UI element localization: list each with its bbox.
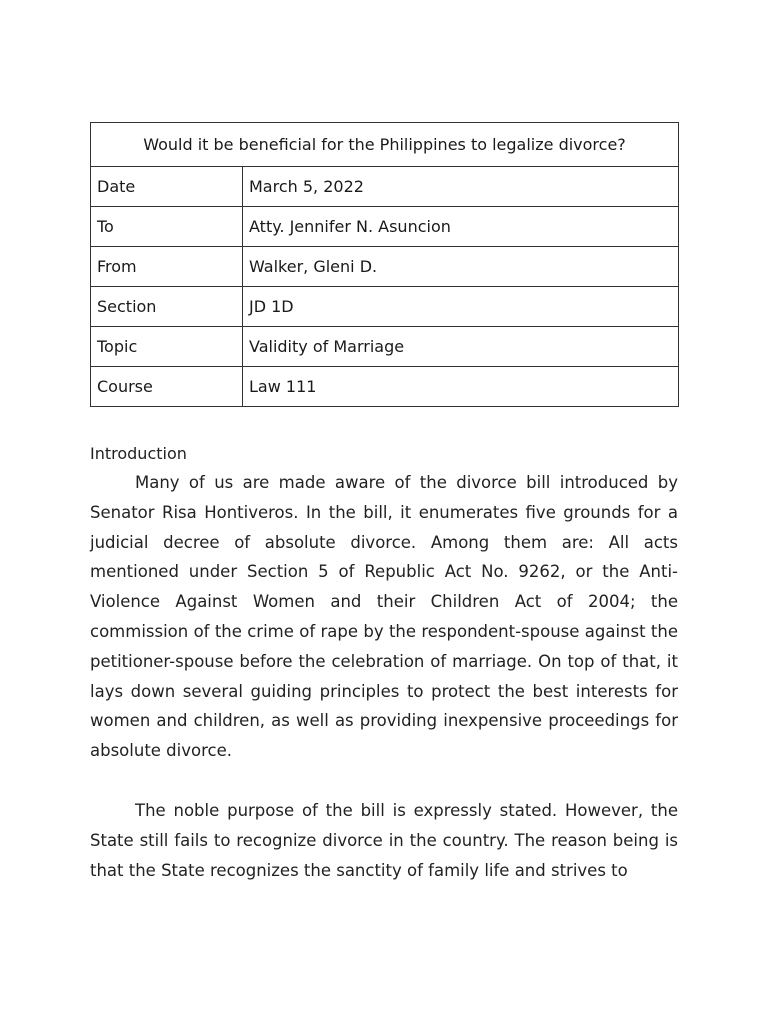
memo-row-topic [91,327,679,367]
memo-row-course [91,367,679,407]
memo-row-from [91,247,679,287]
memo-title-row [91,123,679,167]
memo-value-to: Atty. Jennifer N. Asuncion [243,207,679,247]
paragraph-2: The noble purpose of the bill is expressly stated. However, the State still fails to recognize divorce in the country. The reason being is that the State recognizes the sanctity of family life and strives to [90,800,678,880]
memo-label-date: Date [91,167,243,207]
memo-label-to: To [91,207,243,247]
paragraph-1: Many of us are made aware of the divorce bill introduced by Senator Risa Hontiveros. In the bill, it enumerates five grounds for a judicial decree of absolute divorce. Among them are: All acts mentioned under Section 5 of Republic Act No. 9262, or the Anti-Violence Against Women and their Children Act of 2004; the commission of the crime of rape by the respondent-spouse against the petitioner-spouse before the celebration of marriage. On top of that, it lays down several guiding principles to protect the best interests for women and children, as well as providing inexpensive proceedings for absolute divorce. [90,473,678,761]
memo-value-date: March 5, 2022 [243,167,679,207]
memo-value-section: JD 1D [243,287,679,327]
section-heading: Introduction [90,444,187,463]
memo-label-course: Course [91,367,243,407]
memo-header-table [90,122,679,407]
memo-label-from: From [91,247,243,287]
body-text [90,440,678,885]
memo-row-section [91,287,679,327]
memo-label-topic: Topic [91,327,243,367]
memo-question: Would it be beneficial for the Philippines to legalize divorce? [91,123,679,167]
memo-value-from: Walker, Gleni D. [243,247,679,287]
memo-value-course: Law 111 [243,367,679,407]
memo-row-to [91,207,679,247]
memo-label-section: Section [91,287,243,327]
memo-value-topic: Validity of Marriage [243,327,679,367]
memo-row-date [91,167,679,207]
